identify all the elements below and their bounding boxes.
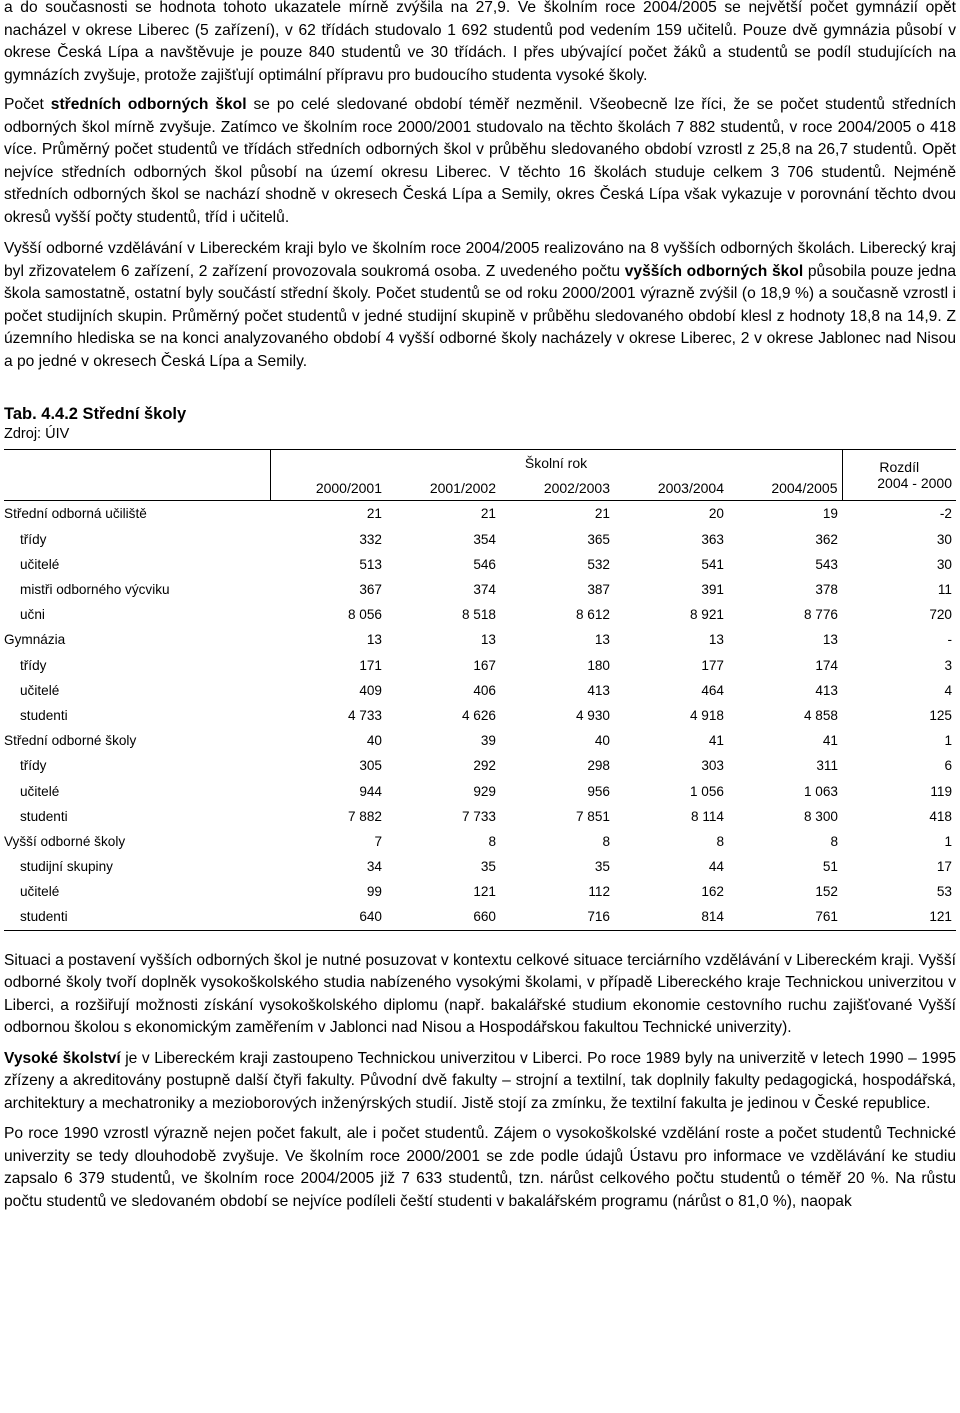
p5-text-b: je v Libereckém kraji zastoupeno Technickou univerzitou v Liberci. Po roce 1989 byly na univerzitě v letech 1990 – 1995 zřízeny a akreditovány postupně další čtyři fakulty. Původní dvě fakulty – strojní a textilní, tak doplnily fakulty pedagogická, hospodářská, architektury a mechatroniky a mezioborových inženýrských studií. Jistě stojí za zmínku, že textilní fakulta je jedinou v České republice.	[4, 1049, 956, 1112]
table-cell: 34	[366, 859, 382, 875]
table-cell: 303	[701, 758, 724, 774]
p3-bold-term: vyšších odborných škol	[624, 262, 804, 280]
table-cell: 13	[822, 632, 838, 648]
table-cell: 378	[815, 582, 838, 598]
table-cell: 35	[594, 859, 610, 875]
table-cell: 4 930	[575, 707, 610, 723]
table-cell: 363	[701, 531, 724, 547]
table-cell: 929	[473, 783, 496, 799]
row-category-label: Vyšší odborné školy	[4, 833, 126, 849]
row-sublabel: studenti	[20, 707, 68, 723]
table-cell: 406	[473, 682, 496, 698]
table-cell: 171	[359, 657, 382, 673]
table-row	[4, 527, 956, 552]
table-cell: 8 300	[803, 808, 838, 824]
table-cell: 21	[480, 506, 496, 522]
p3-text-a: Vyšší odborné vzdělávání v Libereckém kraji bylo ve školním roce 2004/2005 realizováno na 8 vyšších odborných školách. Liberecký kraj byl zřizovatelem 6 zařízení, 2 zařízení provozovala soukromá osoba. Z uvedeného počtu	[4, 240, 956, 280]
table-cell: 8 776	[803, 607, 838, 623]
table-cell: 387	[587, 582, 610, 598]
table-row	[4, 602, 956, 627]
paragraph-tertiary-context: Situaci a postavení vyšších odborných škol je nutné posuzovat v kontextu celkové situace terciárního vzdělávání v Libereckém kraji. Vyšší odborné školy tvoří doplněk vysokoškolského studia nabízeného vysokými školami, v případě Libereckého kraje Technickou univerzitou v Liberci, a rozšiřují možnosti získání vysokoškolského diplomu (např. bakalářské studium ekonomie cestovního ruchu zajišťované Vyšší odbornou školou s ekonomickým zaměřením v Jablonci nad Nisou a Hospodářskou fakultou Technické univerzity).	[4, 951, 956, 1037]
table-cell: 8	[716, 833, 724, 849]
paragraph-gymnasia: a do současnosti se hodnota tohoto ukazatele mírně zvýšila na 27,9. Ve školním roce 2004/2005 se největší počet gymnázií opět nacházel v okrese Liberec (5 zařízení), v 62 třídách studovalo 1 692 studentů pod vedením 159 učitelů. Pouze dvě gymnázia působí v okrese Česká Lípa a navštěvuje je pouze 840 studentů ve 30 třídách. I přes ubývající počet žáků a studentů se podíl studujících na gymnázích zvyšuje, protože zajišťují optimální přípravu pro budoucího studenta vysoké školy.	[4, 0, 956, 84]
table-cell: 311	[816, 758, 838, 774]
table-cell: 4 733	[347, 707, 382, 723]
table-cell: 532	[587, 556, 610, 572]
difference-cell: 125	[929, 707, 952, 723]
table-cell: 19	[822, 506, 838, 522]
difference-cell: 30	[936, 556, 952, 572]
p2-text-a: Počet	[4, 96, 51, 113]
secondary-schools-table	[4, 449, 956, 931]
table-cell: 4 918	[689, 707, 724, 723]
table-cell: 8 518	[461, 607, 496, 623]
table-cell: 8	[602, 833, 610, 849]
table-cell: 409	[359, 682, 382, 698]
table-row	[4, 904, 956, 930]
table-cell: 546	[473, 556, 496, 572]
p3-text-c: působila pouze jedna škola samostatně, ostatní byly součástí střední školy. Počet studentů se od roku 2000/2001 výrazně zvýšil (o 18,9 %) a současně vzrostl i počet studijních skupin. Průměrný počet studentů v jedné studijní skupině v průběhu sledovaného období klesl z hodnoty 18,8 na 14,9. Z územního hlediska se na konci analyzovaného období 4 vyšší odborné školy nacházely v okrese Liberec, 2 v okrese Jablonec nad Nisou a po jedné v okresech Česká Lípa a Semily.	[4, 262, 956, 370]
row-sublabel: studijní skupiny	[20, 859, 113, 875]
table-cell: 367	[359, 582, 382, 598]
document-page	[4, 0, 956, 1213]
table-row	[4, 577, 956, 602]
table-row	[4, 703, 956, 728]
table-cell: 332	[359, 531, 382, 547]
paragraph-university	[4, 1048, 956, 1116]
table-cell: 8 056	[347, 607, 382, 623]
table-cell: 13	[480, 632, 496, 648]
paragraph-higher-vocational	[4, 238, 956, 373]
row-sublabel: mistři odborného výcviku	[20, 582, 170, 598]
table-cell: 354	[473, 531, 496, 547]
table-cell: 44	[708, 859, 724, 875]
row-sublabel: učni	[20, 607, 45, 623]
table-row	[4, 552, 956, 577]
table-cell: 640	[270, 904, 386, 930]
table-cell: 1 063	[803, 783, 838, 799]
p5-bold-term: Vysoké školství	[4, 1049, 121, 1067]
paragraph-student-growth: Po roce 1990 vzrostl výrazně nejen počet fakult, ale i počet studentů. Zájem o vysokoškolské vzdělání roste a počet studentů Technické univerzity se tedy dlouhodobě zvyšuje. Ve školním roce 2000/2001 se zde podle údajů Ústavu pro informace ve vzdělávání ke studiu zapsalo 6 379 studentů, ve školním roce 2004/2005 již 7 633 studentů, tzn. nárůst celkového počtu studentů o téměř 20 %. Na růstu počtu studentů ve sledovaném období se nejvíce podíleli čeští studenti v bakalářském programu (nárůst o 81,0 %), naopak	[4, 1125, 956, 1210]
table-cell: 35	[480, 859, 496, 875]
p2-text-c: se po celé sledované období téměř nezměnil. Všeobecně lze říci, že se počet studentů středních odborných škol mírně zvyšuje. Zatímco ve školním roce 2000/2001 studovalo na těchto školách 7 882 studentů, v roce 2004/2005 o 418 více. Průměrný počet studentů ve třídách středních odborných škol v průběhu sledovaného období vzrostl z 25,8 na 26,7 studentů. Opět nejvíce středních odborných škol působí na území okresu Liberec. V těchto 16 školách studuje celkem 3 706 studentů. Nejméně středních odborných škol se nachází shodně v okresech Česká Lípa a Semily, okres Česká Lípa však vykazuje v porovnání těchto dvou okresů vyšší počty studentů, tříd i učitelů.	[4, 96, 956, 226]
table-row	[4, 778, 956, 803]
table-cell: 716	[500, 904, 614, 930]
row-category-label: Gymnázia	[4, 632, 66, 648]
table-cell: 152	[815, 884, 838, 900]
table-row	[4, 879, 956, 904]
table-cell: 413	[815, 682, 838, 698]
difference-cell: 418	[929, 808, 952, 824]
table-cell: 51	[822, 859, 838, 875]
table-cell: 464	[701, 682, 724, 698]
table-cell: 39	[480, 733, 496, 749]
table-cell: 21	[594, 506, 610, 522]
table-cell: 541	[701, 556, 724, 572]
difference-period-header: 2004 - 2000	[842, 475, 956, 501]
row-sublabel: učitelé	[20, 682, 60, 698]
table-cell: 956	[587, 783, 610, 799]
row-sublabel: učitelé	[20, 556, 60, 572]
table-cell: 162	[701, 884, 724, 900]
table-cell: 391	[701, 582, 724, 598]
table-cell: 298	[587, 758, 610, 774]
table-cell: 8	[488, 833, 496, 849]
table-row	[4, 678, 956, 703]
school-year-header: Školní rok	[270, 450, 842, 476]
table-cell: 814	[614, 904, 728, 930]
table-cell: 7 882	[347, 808, 382, 824]
table-cell: 112	[588, 884, 610, 900]
row-sublabel: třídy	[20, 531, 47, 547]
table-cell: 362	[815, 531, 838, 547]
table-row	[4, 653, 956, 678]
table-cell: 13	[366, 632, 382, 648]
row-sublabel: učitelé	[20, 783, 60, 799]
table-row	[4, 627, 956, 652]
table-cell: 177	[701, 657, 724, 673]
table-cell: 761	[728, 904, 842, 930]
year-header: 2000/2001	[270, 475, 386, 501]
difference-cell: 53	[936, 884, 952, 900]
row-category-label: Střední odborná učiliště	[4, 506, 147, 522]
table-cell: 174	[815, 657, 838, 673]
difference-cell: 30	[936, 531, 952, 547]
difference-cell: 11	[937, 582, 952, 598]
year-header: 2003/2004	[614, 475, 728, 501]
table-cell: 4 626	[461, 707, 496, 723]
difference-cell: -	[947, 632, 952, 648]
table-cell: 513	[359, 556, 382, 572]
table-cell: 41	[708, 733, 724, 749]
difference-cell: 1	[944, 833, 952, 849]
table-row	[4, 501, 956, 527]
table-cell: 374	[473, 582, 496, 598]
table-row	[4, 728, 956, 753]
table-cell: 7 851	[575, 808, 610, 824]
table-cell: 7 733	[461, 808, 496, 824]
table-cell: 99	[366, 884, 382, 900]
p2-bold-term: středních odborných škol	[50, 96, 247, 113]
table-cell: 292	[473, 758, 496, 774]
table-cell: 8 612	[575, 607, 610, 623]
table-cell: 8	[830, 833, 838, 849]
year-header: 2001/2002	[386, 475, 500, 501]
year-header: 2002/2003	[500, 475, 614, 501]
table-row	[4, 753, 956, 778]
table-cell: 41	[822, 733, 838, 749]
table-cell: 660	[386, 904, 500, 930]
difference-cell: 1	[944, 733, 952, 749]
table-cell: 944	[359, 783, 382, 799]
table-source: Zdroj: ÚIV	[4, 426, 70, 442]
row-sublabel: studenti	[20, 808, 68, 824]
table-cell: 167	[473, 657, 496, 673]
table-cell: 40	[366, 733, 382, 749]
table-cell: 365	[587, 531, 610, 547]
table-body	[4, 501, 956, 930]
row-category-label: Střední odborné školy	[4, 733, 137, 749]
table-cell: 8 114	[690, 808, 724, 824]
table-cell: 21	[366, 506, 382, 522]
table-cell: 1 056	[689, 783, 724, 799]
table-row	[4, 854, 956, 879]
paragraph-secondary-vocational	[4, 94, 956, 229]
row-sublabel: třídy	[20, 657, 47, 673]
difference-cell: 6	[944, 758, 952, 774]
row-sublabel: studenti	[4, 904, 270, 930]
table-cell: 413	[587, 682, 610, 698]
difference-cell: 119	[930, 783, 952, 799]
row-sublabel: učitelé	[20, 884, 60, 900]
difference-cell: -2	[939, 506, 952, 522]
table-cell: 121	[473, 884, 496, 900]
difference-cell: 3	[944, 657, 952, 673]
table-row	[4, 804, 956, 829]
year-header: 2004/2005	[728, 475, 842, 501]
difference-cell: 720	[929, 607, 952, 623]
table-cell: 20	[708, 506, 724, 522]
difference-header: Rozdíl	[842, 450, 956, 476]
table-cell: 305	[359, 758, 382, 774]
table-cell: 180	[587, 657, 610, 673]
table-cell: 13	[594, 632, 610, 648]
table-title: Tab. 4.4.2 Střední školy	[4, 405, 187, 423]
table-cell: 8 921	[689, 607, 724, 623]
difference-cell: 4	[944, 682, 952, 698]
table-cell: 4 858	[803, 707, 838, 723]
table-row	[4, 829, 956, 854]
difference-cell: 17	[936, 859, 952, 875]
table-cell: 40	[594, 733, 610, 749]
table-cell: 7	[374, 833, 382, 849]
difference-cell: 121	[842, 904, 956, 930]
table-cell: 13	[708, 632, 724, 648]
table-cell: 543	[815, 556, 838, 572]
row-sublabel: třídy	[20, 758, 47, 774]
